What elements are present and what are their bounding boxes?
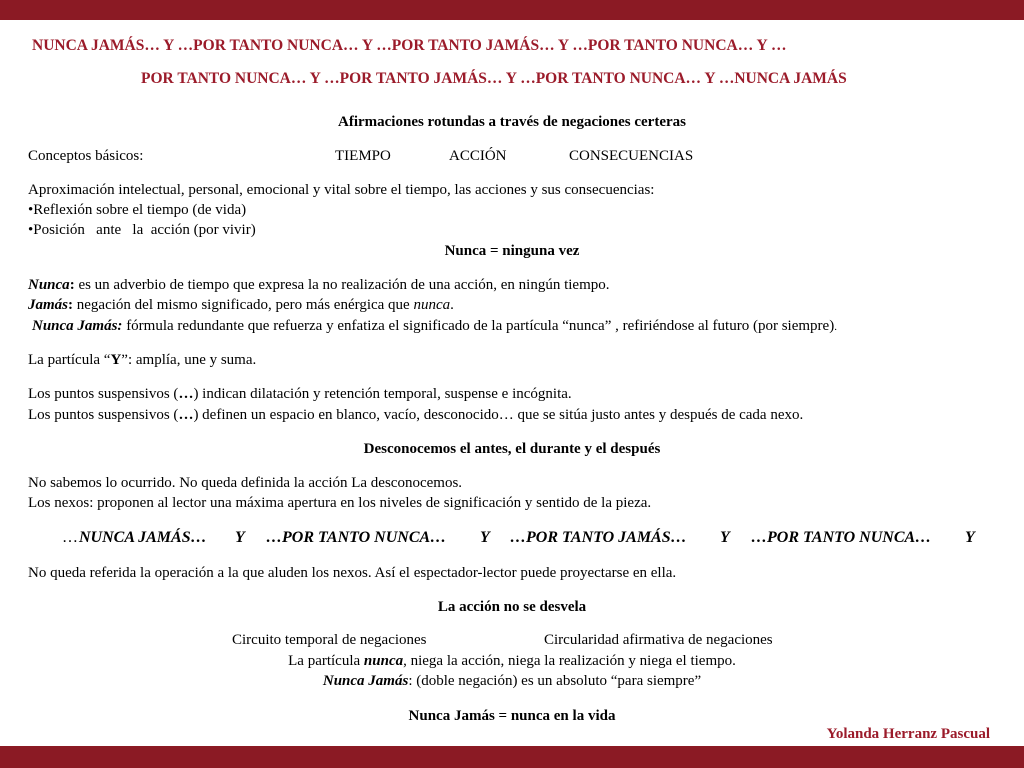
footer-heading: Nunca Jamás = nunca en la vida (408, 708, 616, 724)
circuit-line-2: La partícula nunca, niega la acción, niega la realización y niega el tiempo. (288, 653, 736, 669)
concept-tiempo: TIEMPO (335, 148, 391, 164)
term-jamas: Jamás (28, 297, 69, 313)
operation-text: No queda referida la operación a la que aluden los nexos. Así el espectador-lector puede proyectarse en ella. (28, 565, 677, 581)
sequence-item-2: Y (235, 529, 245, 546)
author-name: Yolanda Herranz Pascual (826, 726, 990, 742)
approach-bullet-1: •Reflexión sobre el tiempo (de vida) (28, 202, 247, 218)
top-bar (0, 0, 1024, 20)
approach-bullet-2: •Posición ante la acción (por vivir) (28, 222, 256, 238)
circuit-left: Circuito temporal de negaciones (232, 632, 427, 648)
sequence-lead: … (62, 529, 78, 546)
circuit-line-3: Nunca Jamás: (doble negación) es un absoluto “para siempre” (322, 673, 702, 689)
sequence-item-5: …POR TANTO JAMÁS… (510, 529, 687, 546)
concepts-label: Conceptos básicos: (28, 148, 144, 164)
definition-jamas: Jamás: negación del mismo significado, pero más enérgica que nunca. (28, 297, 454, 313)
sequence-item-6: Y (720, 529, 730, 546)
sequence-item-3: …POR TANTO NUNCA… (266, 529, 447, 546)
heading-unknown: Desconocemos el antes, el durante y el después (363, 441, 661, 457)
unknown-line-1: No sabemos lo ocurrido. No queda definida la acción La desconocemos. (28, 475, 463, 491)
bottom-bar (0, 746, 1024, 768)
page-title: Afirmaciones rotundas a través de negaciones certeras (338, 114, 686, 130)
concept-consecuencias: CONSECUENCIAS (569, 148, 694, 164)
term-nunca: Nunca (28, 277, 70, 293)
ellipsis-line-2: Los puntos suspensivos (…) definen un espacio en blanco, vacío, desconocido… que se sitúa justo antes y después de cada nexo. (28, 407, 804, 423)
header-line-2: POR TANTO NUNCA… Y …POR TANTO JAMÁS… Y …POR TANTO NUNCA… Y …NUNCA JAMÁS (141, 70, 847, 87)
header-line-1: NUNCA JAMÁS… Y …POR TANTO NUNCA… Y …POR TANTO JAMÁS… Y …POR TANTO NUNCA… Y … (32, 37, 787, 54)
concept-accion: ACCIÓN (449, 148, 507, 164)
particle-y: La partícula “Y”: amplía, une y suma. (28, 352, 257, 368)
sequence-item-4: Y (480, 529, 490, 546)
ellipsis-line-1: Los puntos suspensivos (…) indican dilatación y retención temporal, suspense e incógnita. (28, 386, 572, 402)
unknown-line-2: Los nexos: proponen al lector una máxima apertura en los niveles de significación y sentido de la pieza. (28, 495, 652, 511)
sequence-item-1: NUNCA JAMÁS… (79, 529, 207, 546)
approach-intro: Aproximación intelectual, personal, emocional y vital sobre el tiempo, las acciones y sus consecuencias: (28, 182, 655, 198)
definition-nunca: Nunca: es un adverbio de tiempo que expresa la no realización de una acción, en ningún tiempo. (28, 277, 610, 293)
circuit-right: Circularidad afirmativa de negaciones (544, 632, 773, 648)
sequence-item-7: …POR TANTO NUNCA… (751, 529, 932, 546)
heading-nunca: Nunca = ninguna vez (444, 243, 580, 259)
term-nunca-jamas: Nunca Jamás: (32, 318, 123, 334)
heading-action: La acción no se desvela (437, 599, 587, 615)
definition-nunca-jamas: Nunca Jamás: fórmula redundante que refuerza y enfatiza el significado de la partícula “nunca” , refiriéndose al futuro (por siempre). (32, 318, 837, 334)
sequence-item-8: Y (965, 529, 975, 546)
